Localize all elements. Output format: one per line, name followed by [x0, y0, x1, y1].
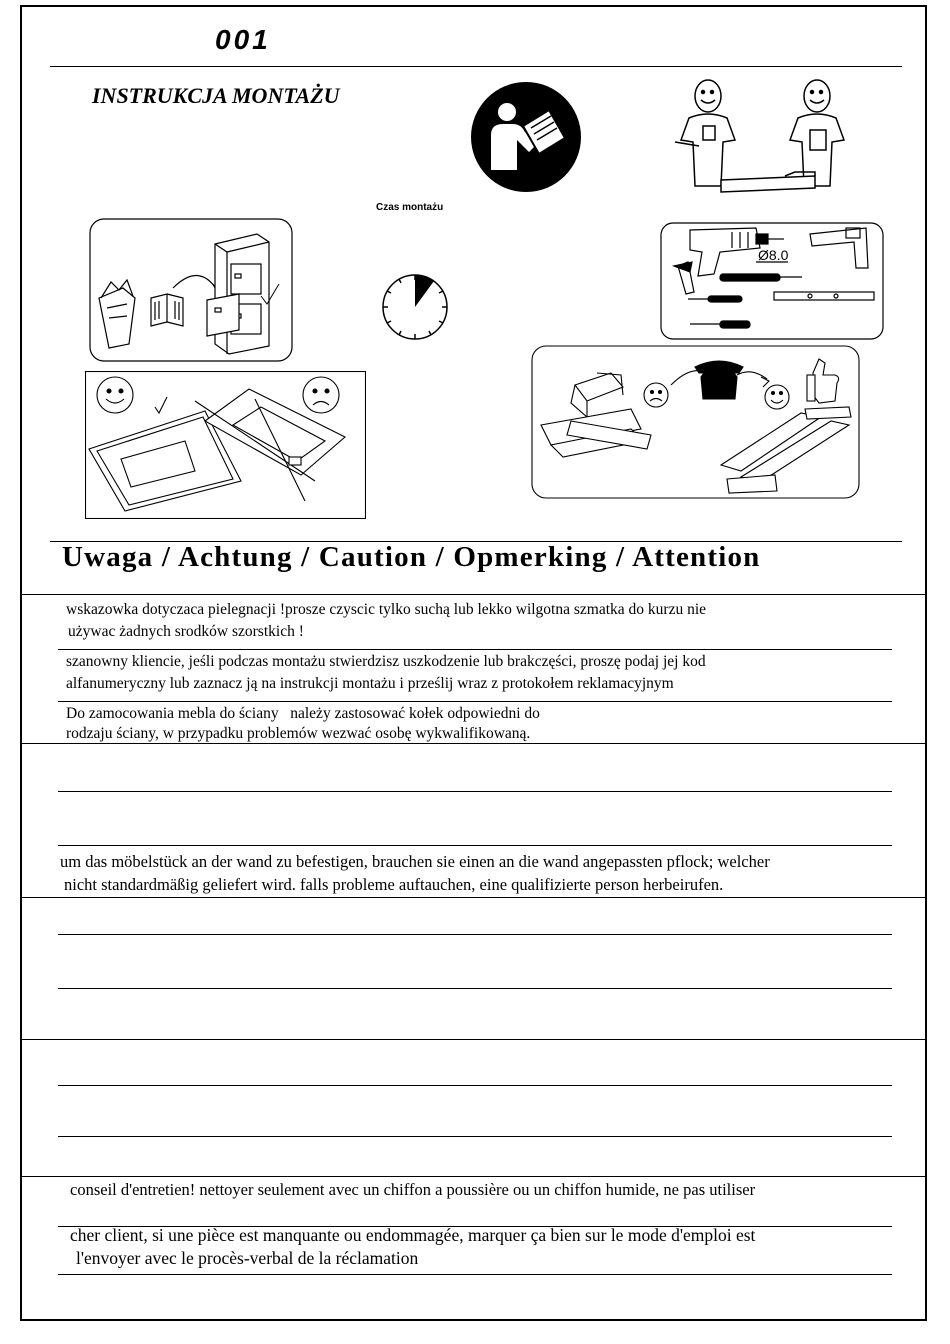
assembly-time-label: Czas montażu [376, 202, 444, 213]
rule-line [58, 988, 892, 989]
two-workers-icon [665, 76, 870, 200]
rule-line [58, 845, 892, 846]
note-fr-care-line-1: conseil d'entretien! nettoyer seulement avec un chiffon a poussière ou un chiffon humide, ne pas utiliser [70, 1180, 756, 1199]
drill-size-label: Ø8.0 [758, 247, 789, 263]
rule-line [58, 649, 892, 650]
note-de-wall-line-2: nicht standardmäßig geliefert wird. falls probleme auftauchen, eine qualifizierte person herbeirufen. [64, 875, 724, 894]
clock-icon [378, 270, 452, 344]
product-code: 001 [215, 24, 271, 55]
rule-line [58, 701, 892, 702]
rule-line [58, 934, 892, 935]
note-pl-damage-line-1: szanowny kliencie, jeśli podczas montażu stwierdzisz uszkodzenie lub brakczęści, proszę podaj jej kod [66, 653, 706, 670]
rule-line [58, 791, 892, 792]
note-fr-damage-line-1: cher client, si une pièce est manquante ou endommagée, marquer ça bien sur le mode d'emploi est [70, 1225, 756, 1245]
note-pl-care-line-2: używac żadnych srodków szorstkich ! [68, 623, 304, 640]
note-pl-wall-line-2: rodzaju ściany, w przypadku problemów wezwać osobę wykwalifikowaną. [66, 725, 531, 742]
read-manual-icon [469, 80, 583, 194]
section-divider [22, 897, 926, 898]
note-de-wall-line-1: um das möbelstück an der wand zu befestigen, brauchen sie einen an die wand angepassten pflock; welcher [60, 852, 770, 871]
note-pl-wall-line-1: Do zamocowania mebla do ściany należy zastosować kołek odpowiedni do [66, 705, 540, 722]
tools-icon [660, 222, 884, 340]
keep-manual-icon [89, 218, 293, 362]
header-divider [50, 66, 902, 67]
caution-bottom-divider [22, 594, 926, 595]
assemble-on-rug-icon [85, 371, 366, 519]
note-pl-damage-line-2: alfanumeryczny lub zaznacz ją na instrukcji montażu i prześlij wraz z protokołem reklamacyjnym [66, 675, 674, 692]
note-pl-care-line-1: wskazowka dotyczaca pielegnacji !prosze czyscic tylko suchą lub lekko wilgotna szmatka do kurzu nie [66, 601, 707, 618]
missing-parts-call-icon [531, 345, 860, 499]
caution-heading: Uwaga / Achtung / Caution / Opmerking / Attention [62, 541, 761, 573]
section-divider [22, 743, 926, 744]
section-divider [22, 1039, 926, 1040]
section-divider [22, 1176, 926, 1177]
rule-line [58, 1274, 892, 1275]
rule-line [58, 1085, 892, 1086]
note-fr-damage-line-2: l'envoyer avec le procès-verbal de la réclamation [76, 1248, 419, 1268]
page-title: INSTRUKCJA MONTAŻU [92, 83, 340, 108]
rule-line [58, 1136, 892, 1137]
